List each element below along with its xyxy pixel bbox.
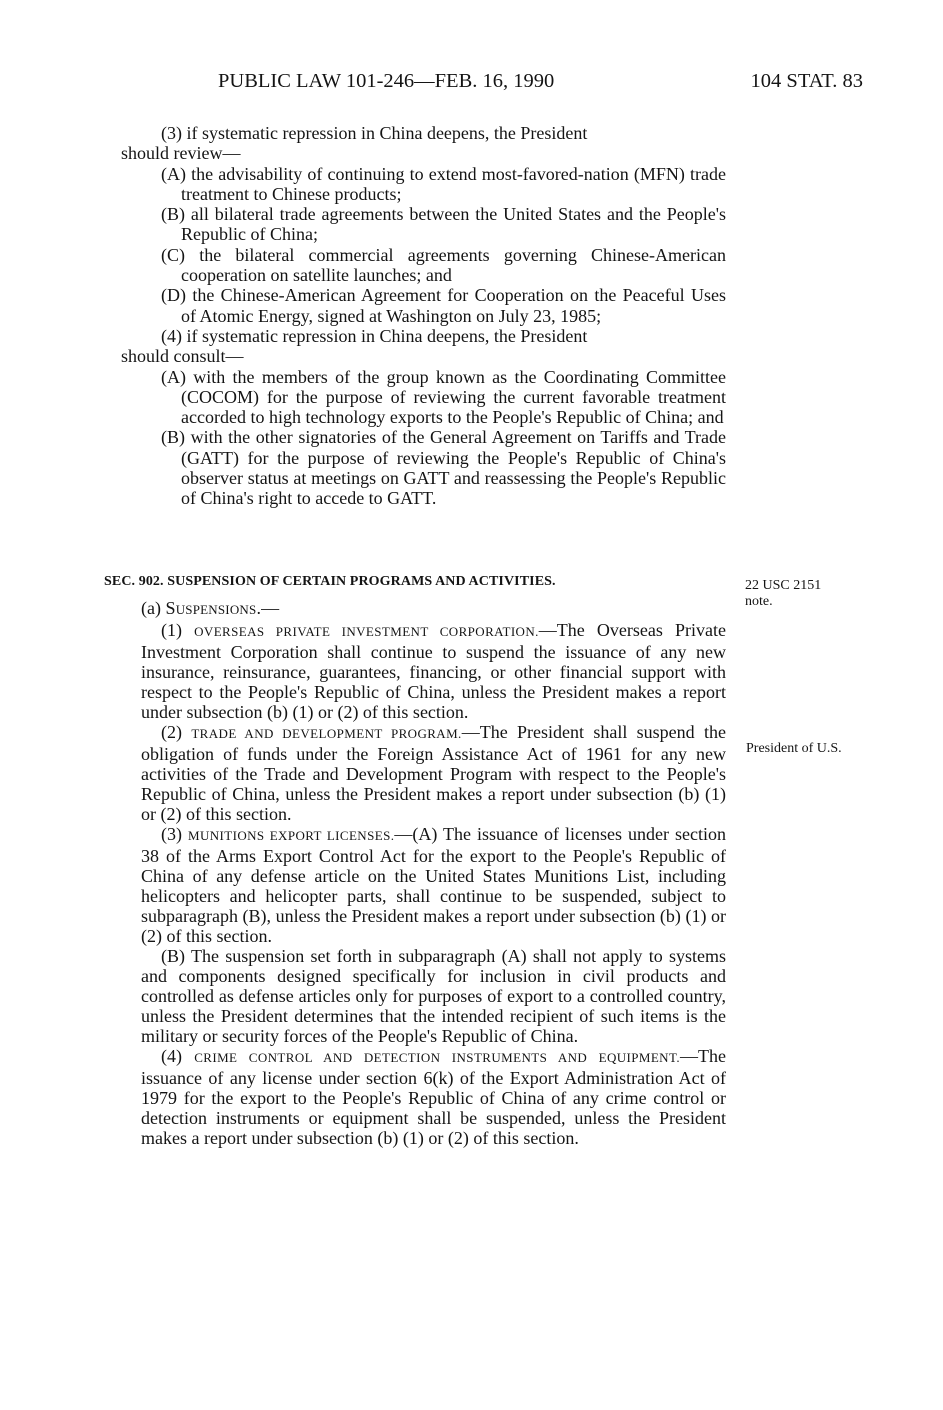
header-title: PUBLIC LAW 101-246—FEB. 16, 1990	[218, 70, 555, 92]
margin-note-usc-line1: 22 USC 2151	[745, 578, 822, 593]
margin-note-usc-line2: note.	[745, 594, 773, 609]
paragraph-s3: (3) MUNITIONS EXPORT LICENSES.—(A) The issuance of licenses under section 38 of the Arms Export Control Act for the export to the People's Republic of China of any defense article on the United States Munitions List, including helicopters and helicopter parts, shall continue to be suspended, subject to subparagraph (B), unless the President makes a report under subsection (b) (1) or (2) of this section.	[141, 824, 726, 946]
paragraph-s4: (4) CRIME CONTROL AND DETECTION INSTRUMENTS AND EQUIPMENT.—The issuance of any license under section 6(k) of the Export Administration Act of 1979 for the export to the People's Republic of China of any crime control or detection instruments or equipment shall be suspended, unless the President makes a report under subsection (b) (1) or (2) of this section.	[141, 1046, 726, 1148]
header-stat-page: 104 STAT. 83	[750, 70, 863, 92]
body-text-upper	[121, 123, 726, 509]
paragraph-3b: (B) all bilateral trade agreements between the United States and the People's Republic of China;	[161, 204, 726, 245]
paragraph-s3b: (B) The suspension set forth in subparagraph (A) shall not apply to systems and components designed specifically for inclusion in civil products and controlled as defense articles only for purposes of export to a controlled country, unless the President determines that the intended recipient of such items is the military or security forces of the People's Republic of China.	[141, 946, 726, 1046]
paragraph-4a: (A) with the members of the group known as the Coordinating Committee (COCOM) for the purpose of reviewing the current favorable treatment accorded to high technology exports to the People's Republic of China; and	[161, 366, 726, 428]
paragraph-4-intro: (4) if systematic repression in China deepens, the President should consult—	[121, 325, 588, 367]
paragraph-s2: (2) TRADE AND DEVELOPMENT PROGRAM.—The President shall suspend the obligation of funds under the Foreign Assistance Act of 1961 for any new activities of the Trade and Development Program with respect to the People's Republic of China, unless the President makes a report under subsection (b) (1) or (2) of this section.	[141, 722, 726, 824]
section-heading: SEC. 902. SUSPENSION OF CERTAIN PROGRAMS AND ACTIVITIES.	[104, 574, 556, 589]
running-header	[0, 70, 943, 100]
margin-note-usc	[745, 578, 821, 610]
paragraph-3d: (D) the Chinese-American Agreement for Cooperation on the Peaceful Uses of Atomic Energy, signed at Washington on July 23, 1985;	[161, 285, 726, 326]
body-text-section-902	[141, 598, 726, 1148]
subsection-a-heading: (a) Suspensions.—	[141, 598, 280, 618]
paragraph-3a: (A) the advisability of continuing to extend most-favored-nation (MFN) trade treatment to Chinese products;	[161, 163, 726, 204]
paragraph-4b: (B) with the other signatories of the General Agreement on Tariffs and Trade (GATT) for the purpose of reviewing the People's Republic of China's observer status at meetings on GATT and reassessing the People's Republic of China's right to accede to GATT.	[161, 427, 726, 509]
paragraph-3-intro: (3) if systematic repression in China deepens, the President should review—	[121, 123, 588, 164]
margin-note-president: President of U.S.	[746, 741, 842, 756]
paragraph-3c: (C) the bilateral commercial agreements governing Chinese-American cooperation on satellite launches; and	[161, 244, 726, 286]
paragraph-s1: (1) OVERSEAS PRIVATE INVESTMENT CORPORATION.—The Overseas Private Investment Corporation shall continue to suspend the issuance of any new insurance, reinsurance, guarantees, financing, or other financial support with respect to the People's Republic of China, unless the President makes a report under subsection (b) (1) or (2) of this section.	[141, 620, 726, 722]
